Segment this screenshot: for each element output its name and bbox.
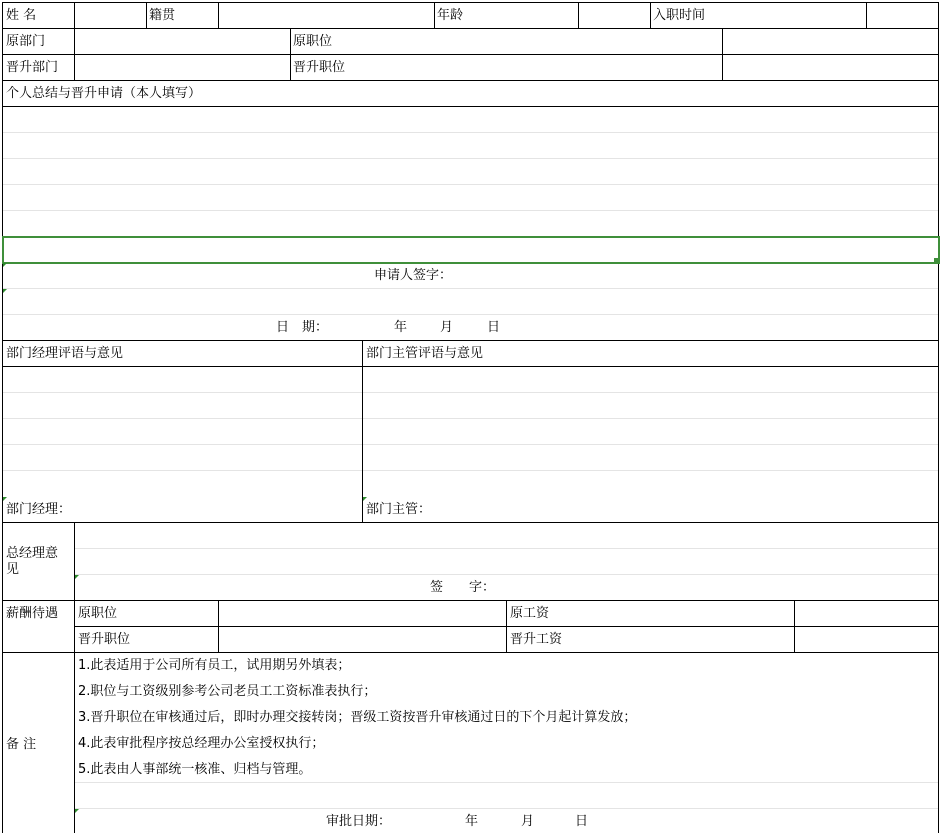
cell-marker-icon [3,289,7,293]
gm-sign-label: 签 字： [430,580,496,595]
label-orig-dept: 原部门 [6,34,46,49]
cell-marker-icon [75,809,79,813]
label-origin: 籍贯 [149,8,176,23]
note-item: 3.晋升职位在审核通过后，即时办理交接转岗；晋级工资按晋升审核通过日的下个月起计算发放； [78,710,637,725]
label-orig-position: 原职位 [293,34,333,49]
age-cell[interactable] [579,3,650,28]
border [938,2,939,833]
cell-marker-icon [363,497,367,501]
salary-promo-position-cell[interactable] [219,627,506,652]
cell-marker-icon [3,497,7,501]
gridline [2,288,938,289]
label-promo-position: 晋升职位 [293,60,346,75]
supervisor-comment-area[interactable] [363,367,938,496]
label-promo-dept: 晋升部门 [6,60,59,75]
label-hire-date: 入职时间 [653,8,706,23]
gm-comment-area[interactable] [75,523,938,574]
date-day: 日 [487,320,501,335]
border [434,2,435,28]
approval-day: 日 [575,814,589,829]
salary-promo-salary-label: 晋升工资 [510,632,563,647]
border [290,28,291,80]
date-year: 年 [394,320,408,335]
origin-cell[interactable] [219,3,434,28]
border [146,2,147,28]
name-cell[interactable] [75,3,146,28]
gridline [2,314,938,315]
date-label: 日 期： [276,320,329,335]
cell-marker-icon [75,575,79,579]
note-item: 2.职位与工资级别参考公司老员工工资标准表执行； [78,684,377,699]
orig-position-cell[interactable] [723,29,938,54]
gm-label: 总经理意见 [6,546,59,577]
border [2,340,938,341]
approval-year: 年 [465,814,479,829]
note-item: 5.此表由人事部统一核准、归档与管理。 [78,762,312,777]
salary-orig-position-cell[interactable] [219,601,506,626]
label-name: 姓 名 [6,8,37,23]
supervisor-sign-label: 部门主管： [366,502,432,517]
supervisor-comment-header: 部门主管评语与意见 [366,346,484,361]
salary-orig-position-label: 原职位 [78,606,118,621]
cell-marker-icon [3,263,7,267]
promo-position-cell[interactable] [723,55,938,80]
border [2,80,938,81]
manager-comment-area[interactable] [3,367,362,496]
orig-dept-cell[interactable] [75,29,290,54]
border [506,600,507,652]
date-month: 月 [440,320,454,335]
fill-handle[interactable] [934,258,939,263]
salary-promo-position-label: 晋升职位 [78,632,131,647]
salary-label: 薪酬待遇 [6,606,59,621]
label-age: 年龄 [437,8,464,23]
promo-salary-cell[interactable] [795,627,938,652]
gridline [74,808,938,809]
gridline [74,782,938,783]
salary-orig-salary-label: 原工资 [510,606,550,621]
note-item: 4.此表审批程序按总经理办公室授权执行； [78,736,325,751]
gridline [74,574,938,575]
orig-salary-cell[interactable] [795,601,938,626]
manager-sign-label: 部门经理： [6,502,72,517]
applicant-sign-label: 申请人签字： [374,268,453,283]
hire-date-cell[interactable] [867,3,938,28]
border [2,652,938,653]
approval-month: 月 [521,814,535,829]
manager-comment-header: 部门经理评语与意见 [6,346,124,361]
border [650,2,651,28]
selected-cell-range[interactable] [2,236,940,264]
summary-header: 个人总结与晋升申请（本人填写） [6,86,202,101]
promo-dept-cell[interactable] [75,55,290,80]
approval-date-label: 审批日期： [326,814,392,829]
note-item: 1.此表适用于公司所有员工，试用期另外填表； [78,658,351,673]
notes-label: 备 注 [6,737,37,752]
summary-text-area[interactable] [3,107,938,236]
